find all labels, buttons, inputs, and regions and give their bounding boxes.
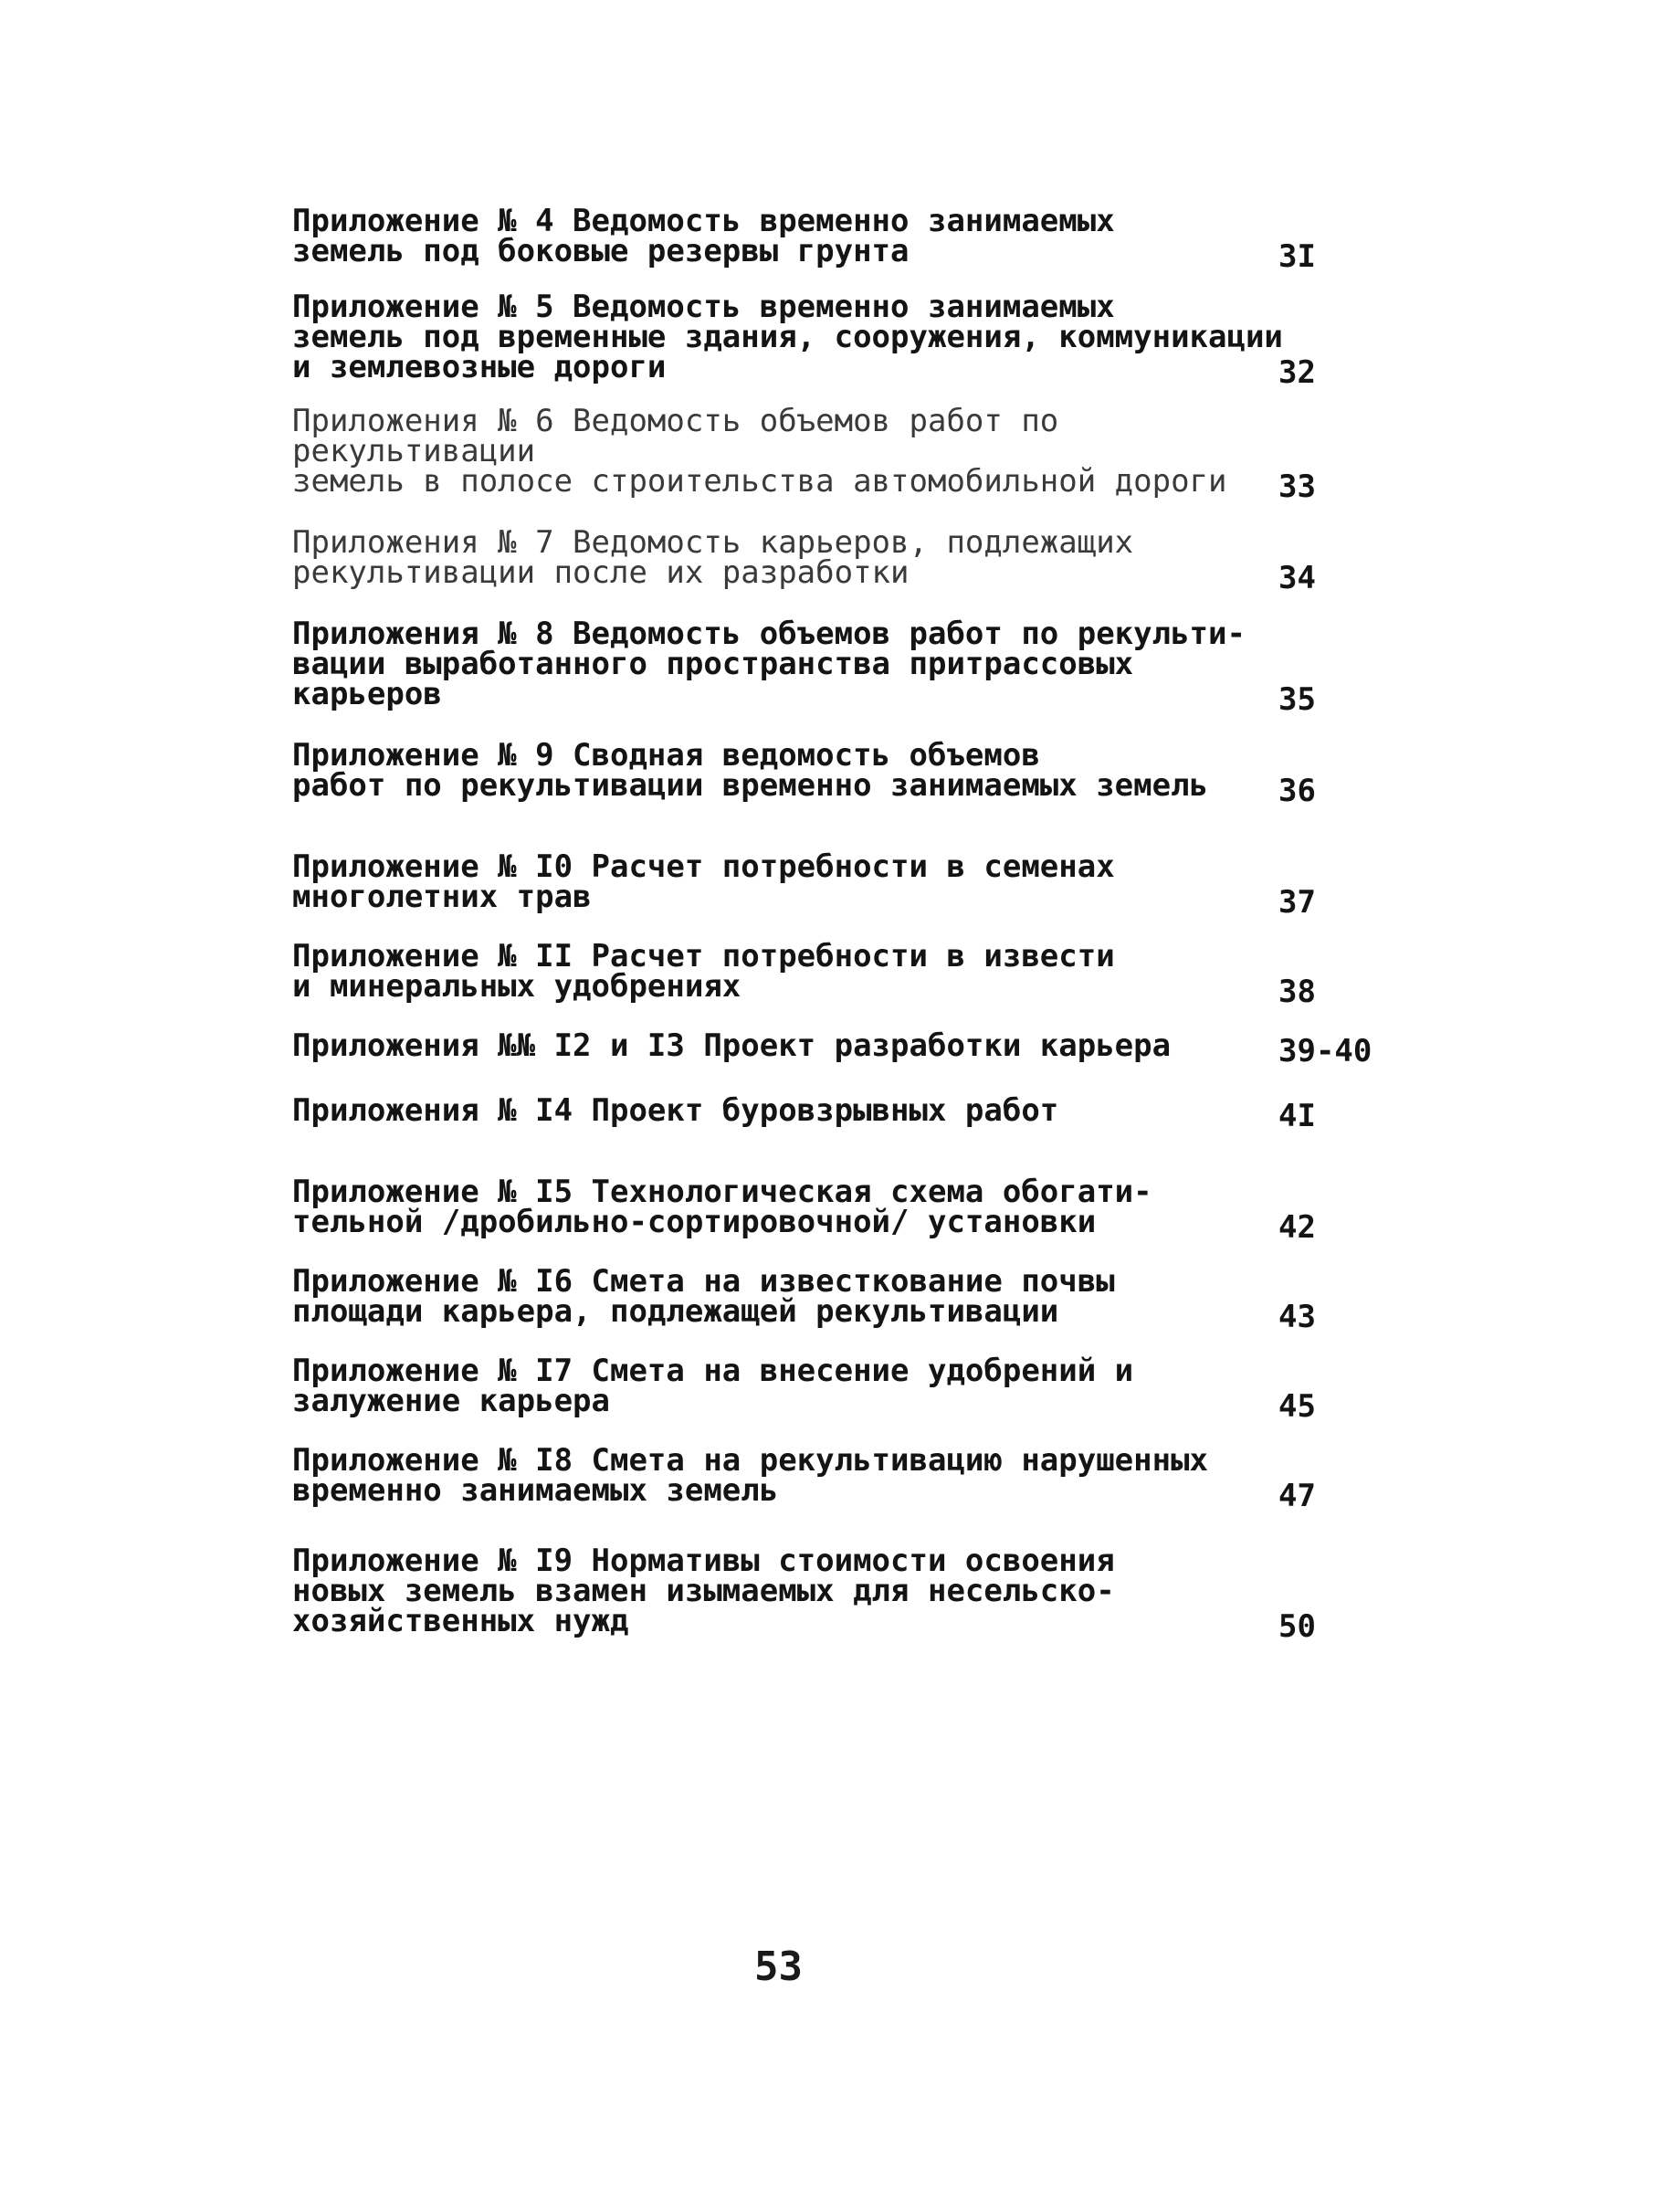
toc-entry-page: 35 bbox=[1278, 681, 1316, 718]
toc-entry-page: 32 bbox=[1278, 354, 1316, 391]
toc-entry-text: Приложения № 6 Ведомость объемов работ по рекультивации земель в полосе строительства автомобильной дороги bbox=[292, 403, 1227, 500]
toc-entry-text: Приложение № I5 Технологическая схема обогати- тельной /дробильно-сортировочной/ установки bbox=[292, 1174, 1152, 1240]
toc-entry-page: 45 bbox=[1278, 1388, 1316, 1425]
toc-entry-page: 36 bbox=[1278, 773, 1316, 809]
toc-entry-page: 37 bbox=[1278, 884, 1316, 921]
toc-entry bbox=[292, 848, 1388, 921]
toc-entry bbox=[292, 1027, 1388, 1069]
toc-entry-text: Приложение № I7 Смета на внесение удобрений и залужение карьера bbox=[292, 1353, 1134, 1419]
toc-entry-page: 47 bbox=[1278, 1478, 1316, 1514]
toc-entry-text: Приложение № 5 Ведомость временно занимаемых земель под временные здания, сооружения, коммуникации и землевозные дороги bbox=[292, 289, 1283, 385]
toc-entry-text: Приложения № I4 Проект буровзрывных работ bbox=[292, 1092, 1059, 1129]
toc-entry bbox=[292, 1442, 1388, 1514]
toc-entry bbox=[292, 938, 1388, 1010]
toc-entry bbox=[292, 1092, 1388, 1134]
toc-entry-text: Приложение № II Расчет потребности в извести и минеральных удобрениях bbox=[292, 938, 1115, 1005]
toc-entry bbox=[292, 1174, 1388, 1246]
toc-entry bbox=[292, 1353, 1388, 1425]
toc-entry-text: Приложение № 4 Ведомость временно занимаемых земель под боковые резервы грунта bbox=[292, 203, 1115, 269]
toc-entry-page: 50 bbox=[1278, 1608, 1316, 1645]
toc-entry-page: 33 bbox=[1278, 469, 1316, 505]
toc-entry bbox=[292, 737, 1388, 809]
page-number: 53 bbox=[754, 1943, 803, 1990]
toc-entry-page: 3I bbox=[1278, 238, 1316, 275]
toc-entry-text: Приложения №№ I2 и I3 Проект разработки карьера bbox=[292, 1027, 1172, 1064]
toc-entry-text: Приложения № 7 Ведомость карьеров, подлежащих рекультивации после их разработки bbox=[292, 524, 1134, 591]
toc-entry-page: 42 bbox=[1278, 1209, 1316, 1246]
toc-entry-page: 38 bbox=[1278, 974, 1316, 1010]
toc-entry bbox=[292, 524, 1388, 596]
toc-entry bbox=[292, 403, 1388, 505]
toc-entry-text: Приложение № 9 Сводная ведомость объемов работ по рекультивации временно занимаемых земель bbox=[292, 737, 1209, 804]
toc-entry-text: Приложение № I9 Нормативы стоимости освоения новых земель взамен изымаемых для несельско- хозяйственных нужд bbox=[292, 1543, 1115, 1639]
toc-entry bbox=[292, 616, 1388, 718]
toc-entry-page: 39-40 bbox=[1278, 1033, 1372, 1069]
toc-entry-page: 4I bbox=[1278, 1098, 1316, 1134]
toc-entry bbox=[292, 289, 1388, 391]
toc-entry bbox=[292, 203, 1388, 275]
toc-entry-text: Приложение № I0 Расчет потребности в семенах многолетних трав bbox=[292, 848, 1115, 915]
toc-entry bbox=[292, 1263, 1388, 1335]
toc-entry bbox=[292, 1543, 1388, 1645]
toc-entry-text: Приложение № I6 Смета на известкование почвы площади карьера, подлежащей рекультивации bbox=[292, 1263, 1115, 1330]
toc-entry-text: Приложение № I8 Смета на рекультивацию нарушенных временно занимаемых земель bbox=[292, 1442, 1209, 1509]
table-of-contents bbox=[292, 203, 1388, 1645]
toc-entry-page: 43 bbox=[1278, 1299, 1316, 1335]
toc-entry-text: Приложения № 8 Ведомость объемов работ по рекульти- вации выработанного пространства притрассовых карьеров bbox=[292, 616, 1246, 712]
toc-entry-page: 34 bbox=[1278, 560, 1316, 596]
